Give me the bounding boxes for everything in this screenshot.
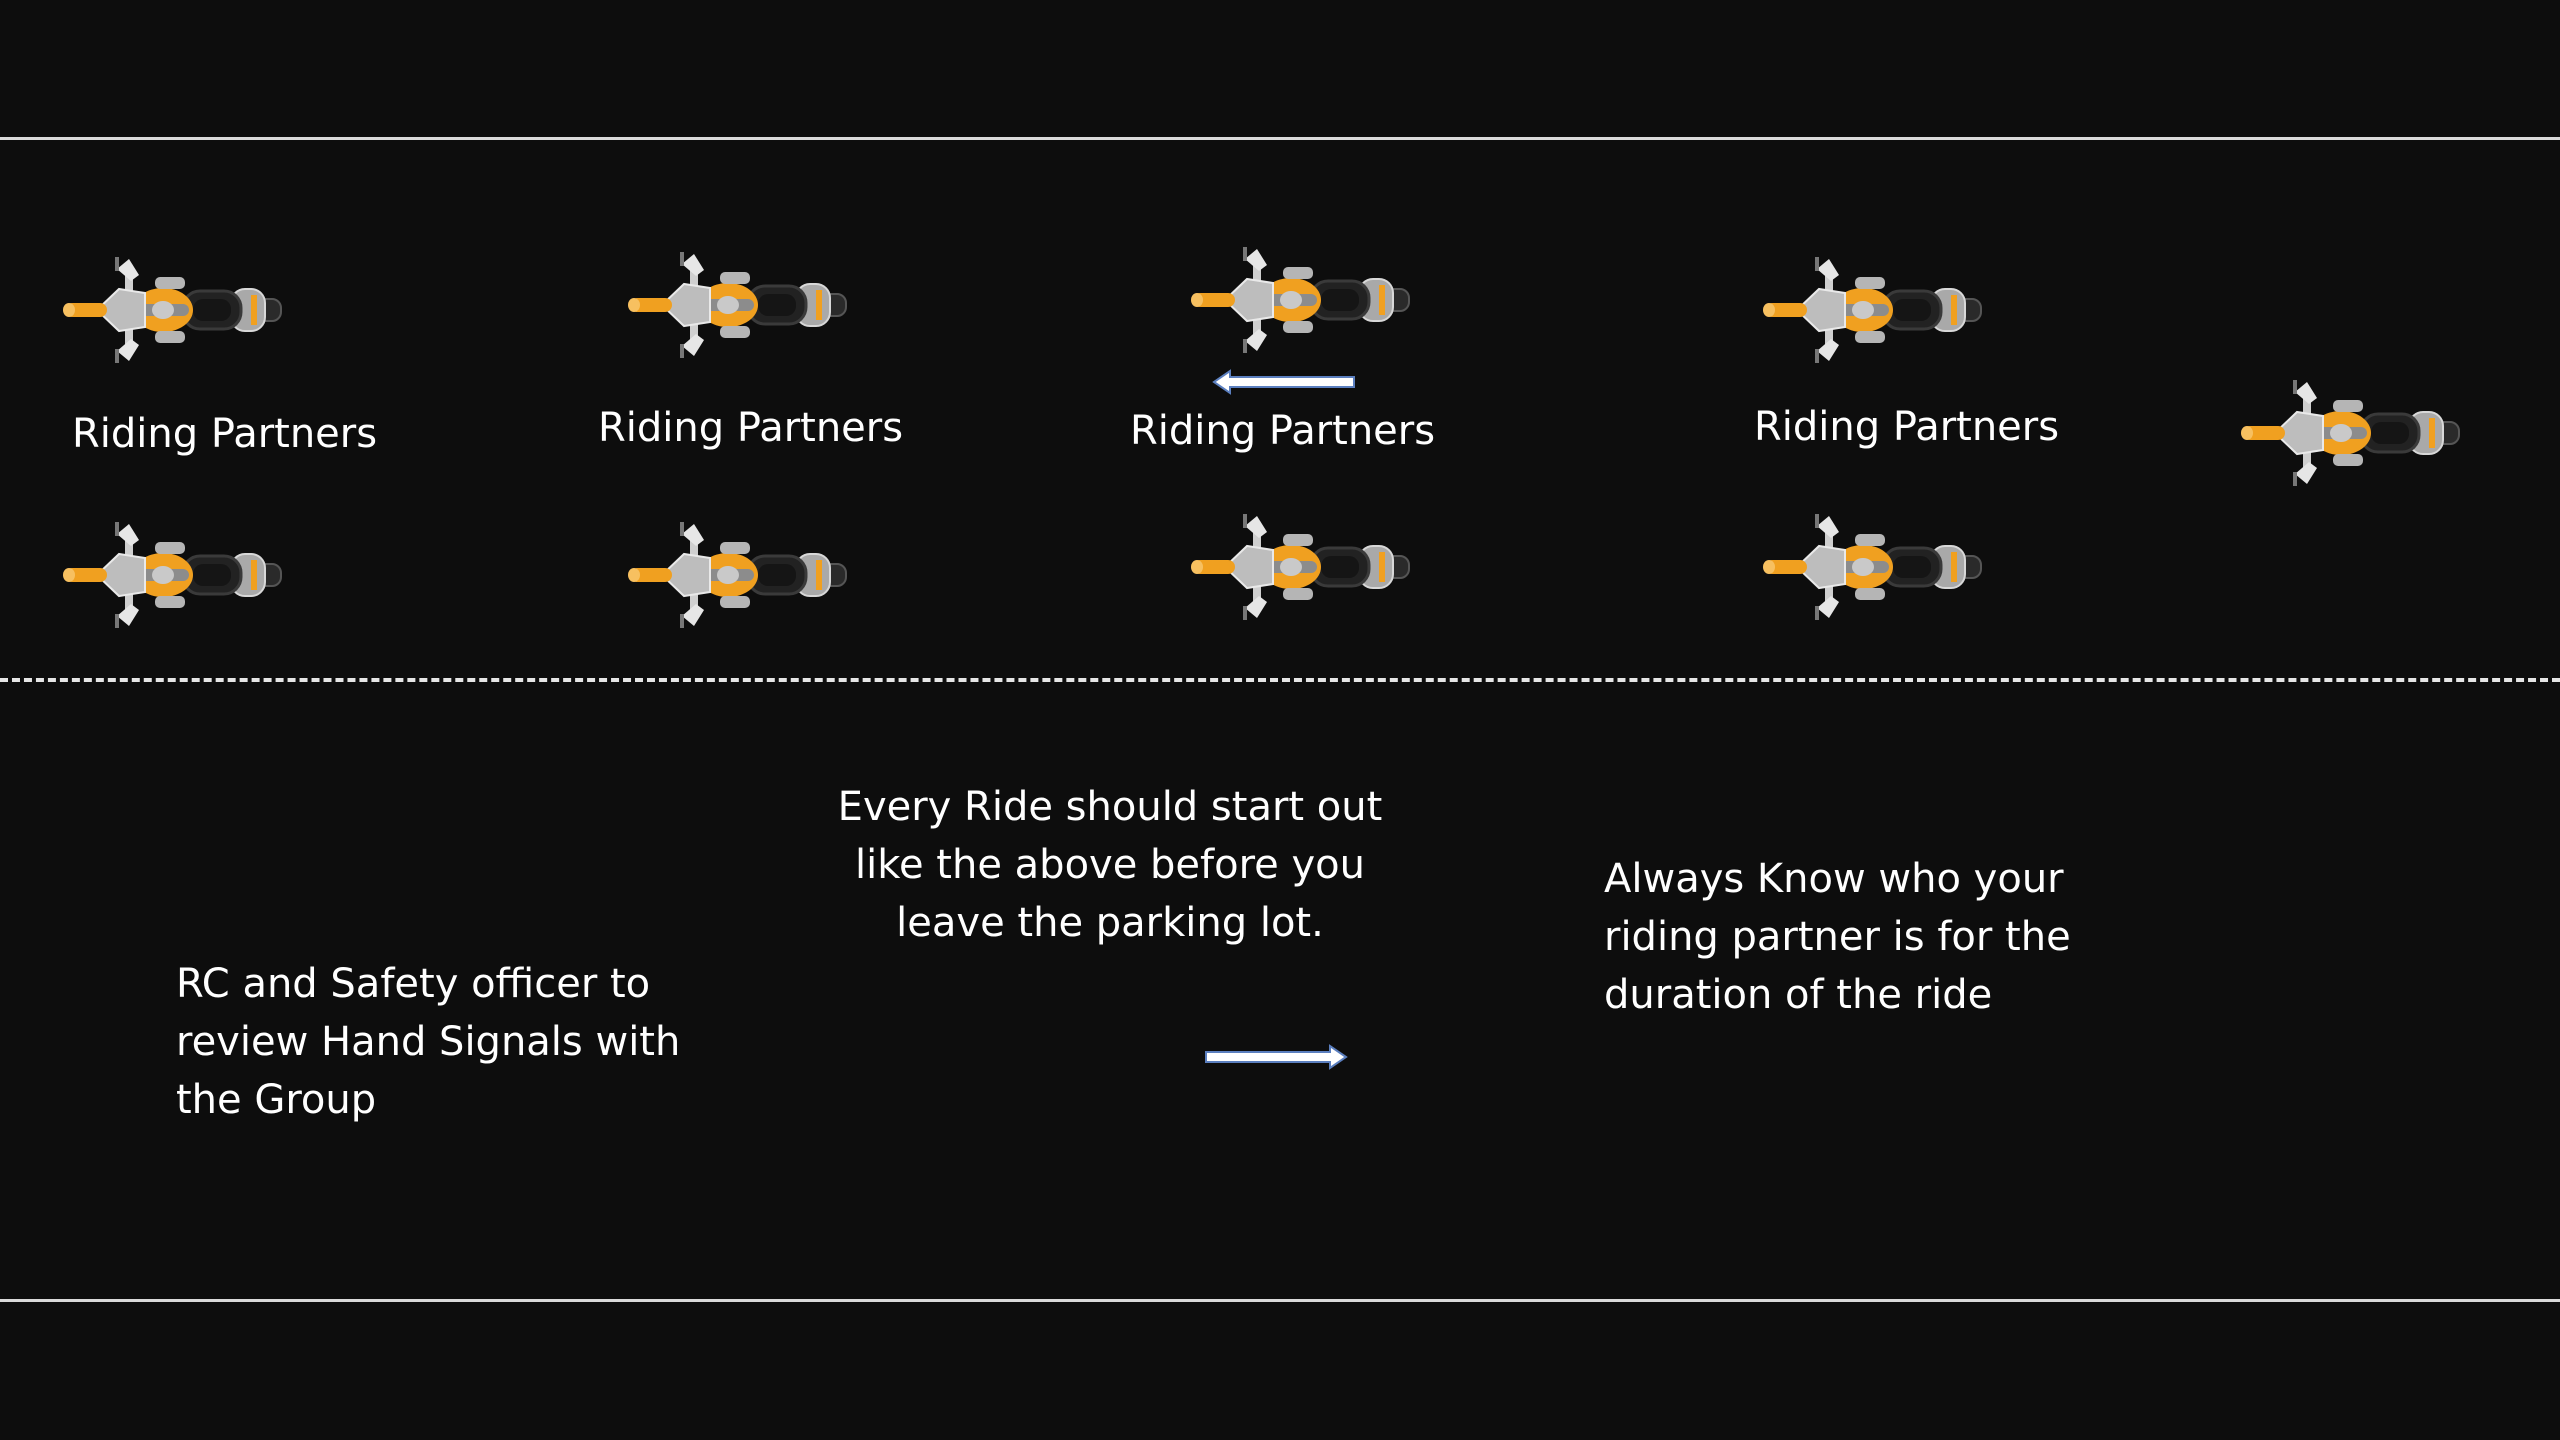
motorcycle-icon bbox=[1755, 255, 1985, 365]
note-hand-signals: RC and Safety officer to review Hand Signals with the Group bbox=[176, 961, 681, 1123]
pair-label-4: Riding Partners bbox=[1754, 404, 2060, 450]
motorcycle-icon bbox=[55, 255, 285, 365]
arrow-right-icon bbox=[1200, 1044, 1360, 1070]
pair-label-3: Riding Partners bbox=[1130, 408, 1436, 454]
road-center-dashed-line bbox=[0, 678, 2560, 682]
note-riding-partner: Always Know who your riding partner is for the duration of the ride bbox=[1604, 856, 2071, 1018]
road-bottom-edge-line bbox=[0, 1299, 2560, 1302]
motorcycle-icon bbox=[55, 520, 285, 630]
pair-label-2: Riding Partners bbox=[598, 405, 904, 451]
motorcycle-icon bbox=[620, 520, 850, 630]
motorcycle-icon bbox=[1755, 512, 1985, 622]
pair-label-1: Riding Partners bbox=[72, 411, 378, 457]
motorcycle-icon bbox=[620, 250, 850, 360]
arrow-left-icon bbox=[1200, 369, 1360, 395]
motorcycle-icon bbox=[1183, 245, 1413, 355]
lead-motorcycle-icon bbox=[2233, 378, 2463, 488]
note-ride-start: Every Ride should start out like the above before you leave the parking lot. bbox=[837, 784, 1383, 946]
motorcycle-icon bbox=[1183, 512, 1413, 622]
road-top-edge-line bbox=[0, 137, 2560, 140]
